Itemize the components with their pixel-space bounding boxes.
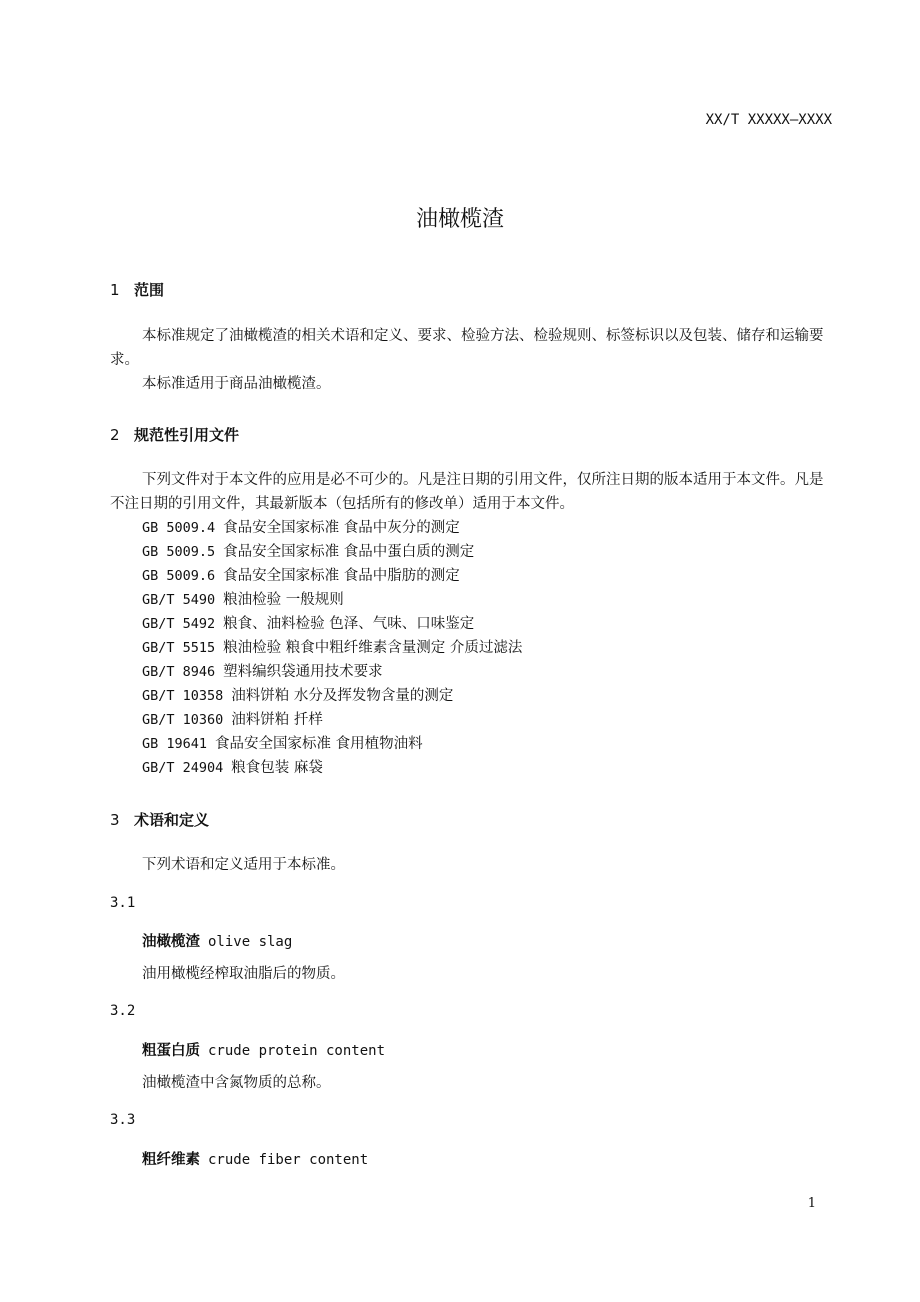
- reference-code: GB/T 5515: [142, 640, 216, 656]
- scope-paragraph-2: 本标准适用于商品油橄榄渣。: [142, 376, 331, 392]
- reference-code: GB/T 5492: [142, 616, 216, 632]
- reference-title: 粮食包装 麻袋: [231, 760, 323, 776]
- reference-item: [142, 516, 460, 540]
- reference-item: [142, 732, 423, 756]
- reference-title: 食品安全国家标准 食用植物油料: [215, 736, 423, 752]
- term-chinese: 粗蛋白质: [142, 1043, 200, 1059]
- reference-code: GB/T 8946: [142, 664, 216, 680]
- reference-item: [142, 708, 323, 732]
- reference-item: [142, 564, 460, 588]
- reference-title: 油料饼粕 扦样: [231, 712, 323, 728]
- reference-item: [142, 612, 474, 636]
- reference-title: 食品安全国家标准 食品中脂肪的测定: [223, 568, 460, 584]
- term-chinese: 油橄榄渣: [142, 934, 200, 950]
- section-heading-references: [110, 424, 239, 445]
- term-english: crude fiber content: [208, 1152, 369, 1168]
- reference-title: 粮食、油料检验 色泽、气味、口味鉴定: [223, 616, 475, 632]
- reference-code: GB 5009.4: [142, 520, 216, 536]
- reference-title: 食品安全国家标准 食品中灰分的测定: [223, 520, 460, 536]
- reference-item: [142, 636, 522, 660]
- section-title: 规范性引用文件: [134, 426, 240, 444]
- references-intro: 下列文件对于本文件的应用是必不可少的。凡是注日期的引用文件，仅所注日期的版本适用于本文件。凡是不注日期的引用文件，其最新版本（包括所有的修改单）适用于本文件。: [110, 472, 824, 512]
- reference-item: [142, 684, 453, 708]
- section-number: 1: [110, 281, 120, 299]
- reference-code: GB 5009.6: [142, 568, 216, 584]
- reference-code: GB/T 10358: [142, 688, 224, 704]
- reference-item: [142, 588, 344, 612]
- term-entry: [142, 930, 292, 951]
- term-chinese: 粗纤维素: [142, 1152, 200, 1168]
- standard-code: XX/T XXXXX—XXXX: [705, 112, 832, 128]
- scope-paragraph-1: 本标准规定了油橄榄渣的相关术语和定义、要求、检验方法、检验规则、标签标识以及包装、储存和运输要求。: [110, 328, 824, 368]
- section-title: 术语和定义: [134, 811, 210, 829]
- section-number: 3: [110, 811, 120, 829]
- term-number: 3.1: [110, 895, 136, 911]
- reference-code: GB/T 24904: [142, 760, 224, 776]
- page-number: 1: [807, 1196, 816, 1211]
- term-number: 3.2: [110, 1003, 136, 1019]
- reference-title: 粮油检验 粮食中粗纤维素含量测定 介质过滤法: [223, 640, 523, 656]
- document-title: 油橄榄渣: [415, 207, 504, 232]
- section-number: 2: [110, 426, 120, 444]
- section-heading-terms: [110, 809, 209, 830]
- term-definition: 油橄榄渣中含氮物质的总称。: [142, 1075, 331, 1091]
- reference-code: GB/T 5490: [142, 592, 216, 608]
- section-heading-scope: [110, 279, 164, 300]
- term-english: crude protein content: [208, 1043, 386, 1059]
- reference-title: 粮油检验 一般规则: [223, 592, 344, 608]
- term-definition: 油用橄榄经榨取油脂后的物质。: [142, 966, 345, 982]
- section-title: 范围: [134, 281, 165, 299]
- term-entry: [142, 1148, 368, 1169]
- reference-title: 食品安全国家标准 食品中蛋白质的测定: [223, 544, 475, 560]
- reference-code: GB 19641: [142, 736, 208, 752]
- terms-intro: 下列术语和定义适用于本标准。: [142, 857, 345, 873]
- reference-title: 油料饼粕 水分及挥发物含量的测定: [231, 688, 454, 704]
- reference-item: [142, 756, 323, 780]
- term-number: 3.3: [110, 1112, 136, 1128]
- reference-item: [142, 540, 474, 564]
- term-english: olive slag: [208, 934, 293, 950]
- reference-code: GB 5009.5: [142, 544, 216, 560]
- reference-code: GB/T 10360: [142, 712, 224, 728]
- reference-item: [142, 660, 383, 684]
- reference-title: 塑料编织袋通用技术要求: [223, 664, 383, 680]
- term-entry: [142, 1039, 385, 1060]
